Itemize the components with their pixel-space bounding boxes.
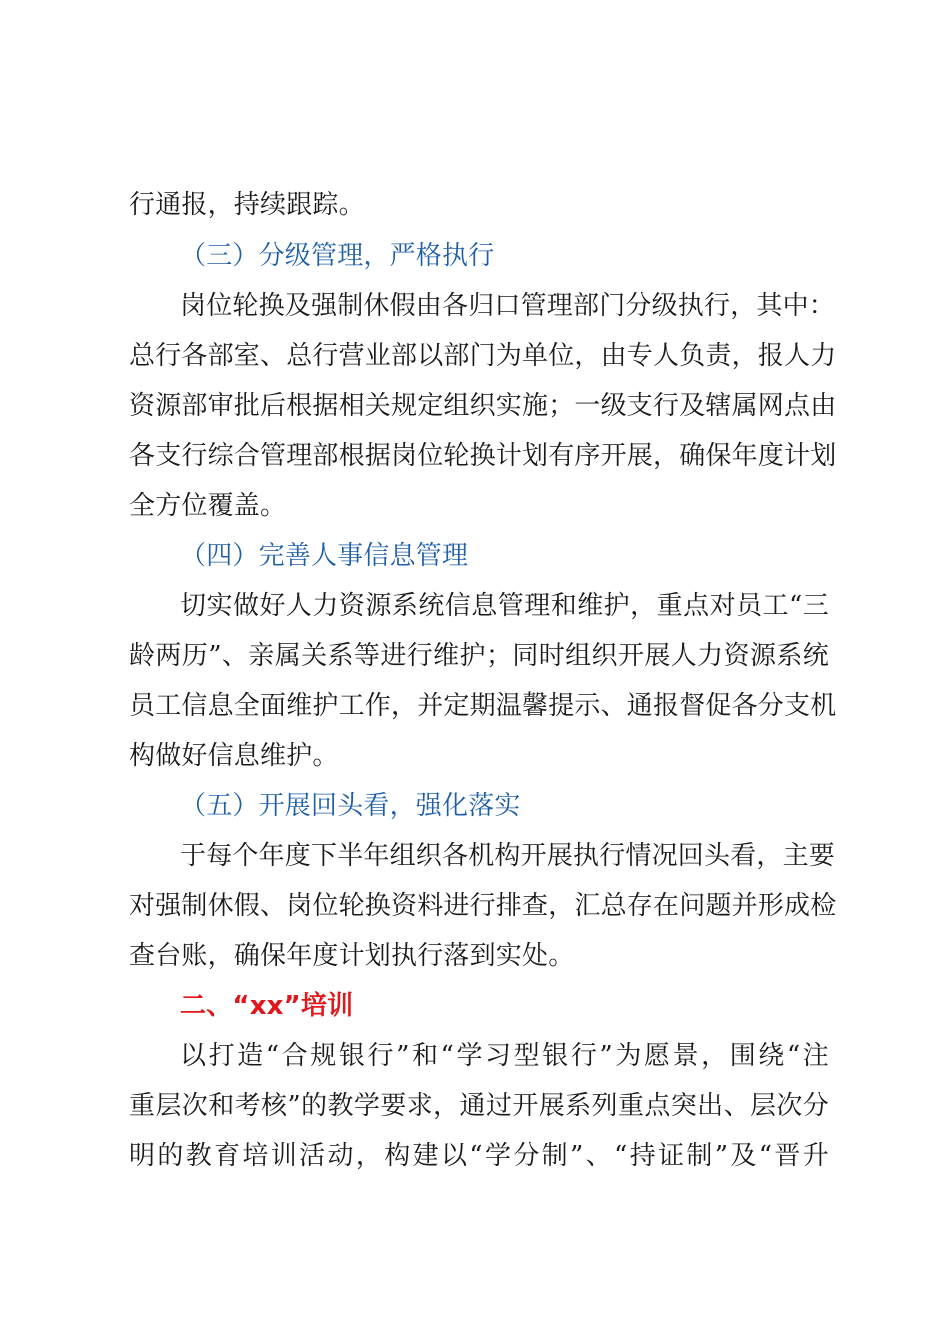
paragraph-line: 于每个年度下半年组织各机构开展执行情况回头看，主要: [180, 841, 836, 871]
paragraph-line: 员工信息全面维护工作，并定期温馨提示、通报督促各分支机: [129, 691, 837, 721]
section-heading-3: （三）分级管理，严格执行: [180, 241, 495, 271]
paragraph-line: 对强制休假、岗位轮换资料进行排查，汇总存在问题并形成检: [129, 891, 837, 921]
paragraph-line: 构做好信息维护。: [129, 741, 339, 771]
chapter-heading: 二、“xx”培训: [180, 991, 354, 1021]
paragraph-line: 明的教育培训活动，构建以“学分制”、“持证制”及“晋升: [129, 1141, 829, 1171]
paragraph-line: 龄两历”、亲属关系等进行维护；同时组织开展人力资源系统: [129, 641, 829, 671]
section-heading-5: （五）开展回头看，强化落实: [180, 791, 521, 821]
paragraph-line: 总行各部室、总行营业部以部门为单位，由专人负责，报人力: [129, 341, 837, 371]
paragraph-line: 全方位覆盖。: [129, 491, 287, 521]
paragraph-line: 各支行综合管理部根据岗位轮换计划有序开展，确保年度计划: [129, 441, 837, 471]
paragraph-line: 切实做好人力资源系统信息管理和维护，重点对员工“三: [180, 591, 829, 621]
paragraph-line: 查台账，确保年度计划执行落到实处。: [129, 941, 575, 971]
paragraph-line: 资源部审批后根据相关规定组织实施；一级支行及辖属网点由: [129, 391, 837, 421]
paragraph-line: 重层次和考核”的教学要求，通过开展系列重点突出、层次分: [129, 1091, 829, 1121]
paragraph-line: 岗位轮换及强制休假由各归口管理部门分级执行，其中：: [180, 291, 836, 321]
section-heading-4: （四）完善人事信息管理: [180, 541, 469, 571]
paragraph-line: 行通报，持续跟踪。: [129, 190, 365, 220]
paragraph-line: 以打造“合规银行”和“学习型银行”为愿景，围绕“注: [180, 1041, 829, 1071]
